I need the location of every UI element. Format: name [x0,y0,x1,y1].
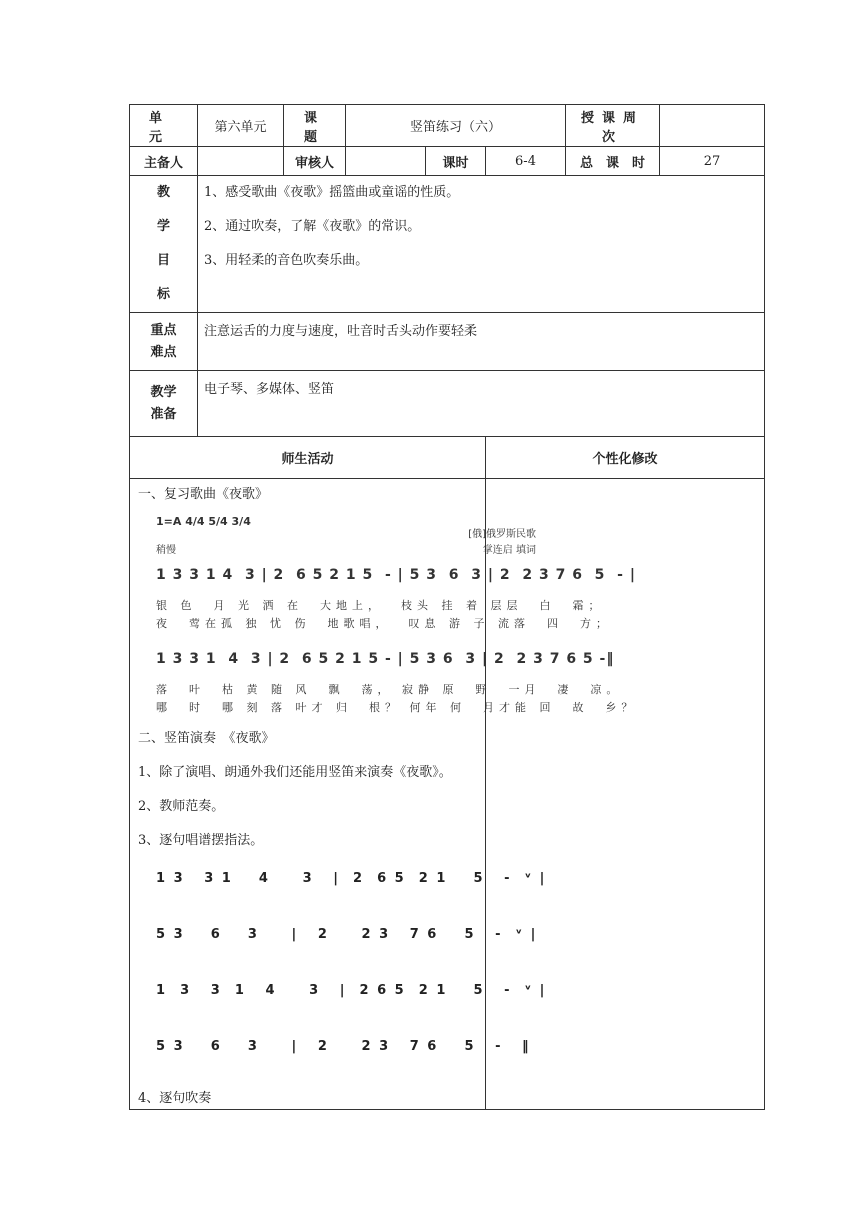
goals-label-char: 目 [156,253,170,268]
score-lyric-line: 落 叶 枯 黄 随 风 飘 荡， 寂静 原 野 一月 凄 凉。 [156,683,623,696]
key-points-label-line: 重点 [150,322,177,338]
preparation-label-line: 教学 [150,384,177,400]
key-points-label-line: 难点 [150,344,177,360]
activity-step: 2、教师范奏。 [138,799,225,814]
unit-value: 第六单元 [198,105,284,147]
week-value [660,105,765,147]
score-notes-line: 1 3 3 1 4 3 | 2 6 5 2 1 5 - | 5 3 6 3 | 2 2 3 7 6 5 - | [156,567,636,583]
preparation-label [130,371,198,437]
practice-score [156,857,547,1077]
practice-row: 5 3 6 3 | 2 2 3 7 6 5 - ‖ [156,1039,531,1054]
goals-content [198,176,765,313]
practice-row: 1 3 3 1 4 3 | 2 6 5 2 1 5 - ᵛ | [156,871,547,886]
section-review-song: 一、复习歌曲《夜歌》 [138,487,269,502]
reviewer-label: 审核人 [284,147,346,176]
topic-label: 课 题 [284,105,346,147]
key-points-label [130,313,198,371]
score-lyricist: 掌连启 填词 [482,545,536,556]
preparer-value [198,147,284,176]
goals-label-char: 教 [156,185,170,200]
lesson-plan-table [129,104,765,1110]
goals-label-char: 标 [156,287,170,302]
preparation-label-line: 准备 [150,406,177,422]
goal-item: 1、感受歌曲《夜歌》摇篮曲或童谣的性质。 [204,185,460,200]
preparer-label: 主备人 [130,147,198,176]
total-value: 27 [660,147,765,176]
topic-value: 竖笛练习（六） [346,105,566,147]
score-key: 1=A 4/4 5/4 3/4 [156,515,251,528]
week-label: 授课周次 [566,105,660,147]
unit-label: 单 元 [130,105,198,147]
score-tempo: 稍慢 [156,545,176,556]
practice-row: 1 3 3 1 4 3 | 2 6 5 2 1 5 - ᵛ | [156,983,547,998]
activity-step: 3、逐句唱谱摆指法。 [138,833,264,848]
activity-step: 4、逐句吹奏 [138,1091,212,1106]
activity-step: 1、除了演唱、朗通外我们还能用竖笛来演奏《夜歌》。 [138,765,452,780]
reviewer-value [346,147,426,176]
key-points-text: 注意运舌的力度与速度，吐音时舌头动作要轻柔 [198,313,765,371]
practice-row: 5 3 6 3 | 2 2 3 7 6 5 - ᵛ | [156,927,538,942]
score-lyric-line: 哪 时 哪 刻 落 叶才 归 根？ 何年 何 月才能 回 故 乡？ [156,701,638,714]
activity-content [130,479,638,1110]
period-label: 课时 [426,147,486,176]
goal-item: 2、通过吹奏，了解《夜歌》的常识。 [204,219,421,234]
preparation-text: 电子琴、多媒体、竖笛 [198,371,765,437]
score-notes-line: 1 3 3 1 4 3 | 2 6 5 2 1 5 - | 5 3 6 3 | 2 2 3 7 6 5 -‖ [156,651,615,667]
goal-item: 3、用轻柔的音色吹奏乐曲。 [204,253,369,268]
modification-header: 个性化修改 [486,437,765,479]
total-label: 总 课 时 [566,147,660,176]
section-recorder: 二、竖笛演奏 《夜歌》 [138,731,275,746]
activity-header: 师生活动 [130,437,486,479]
period-value: 6-4 [486,147,566,176]
score-source: [俄]俄罗斯民歌 [468,529,536,540]
goals-label-char: 学 [156,219,170,234]
goals-label [130,176,198,313]
score-lyric-line: 夜 莺在孤 独 忧 伤 地歌唱， 叹息 游 子 流落 四 方； [156,617,612,630]
score-lyric-line: 银 色 月 光 洒 在 大地上， 枝头 挂 着 层层 白 霜； [156,599,605,612]
song-score [156,509,638,721]
